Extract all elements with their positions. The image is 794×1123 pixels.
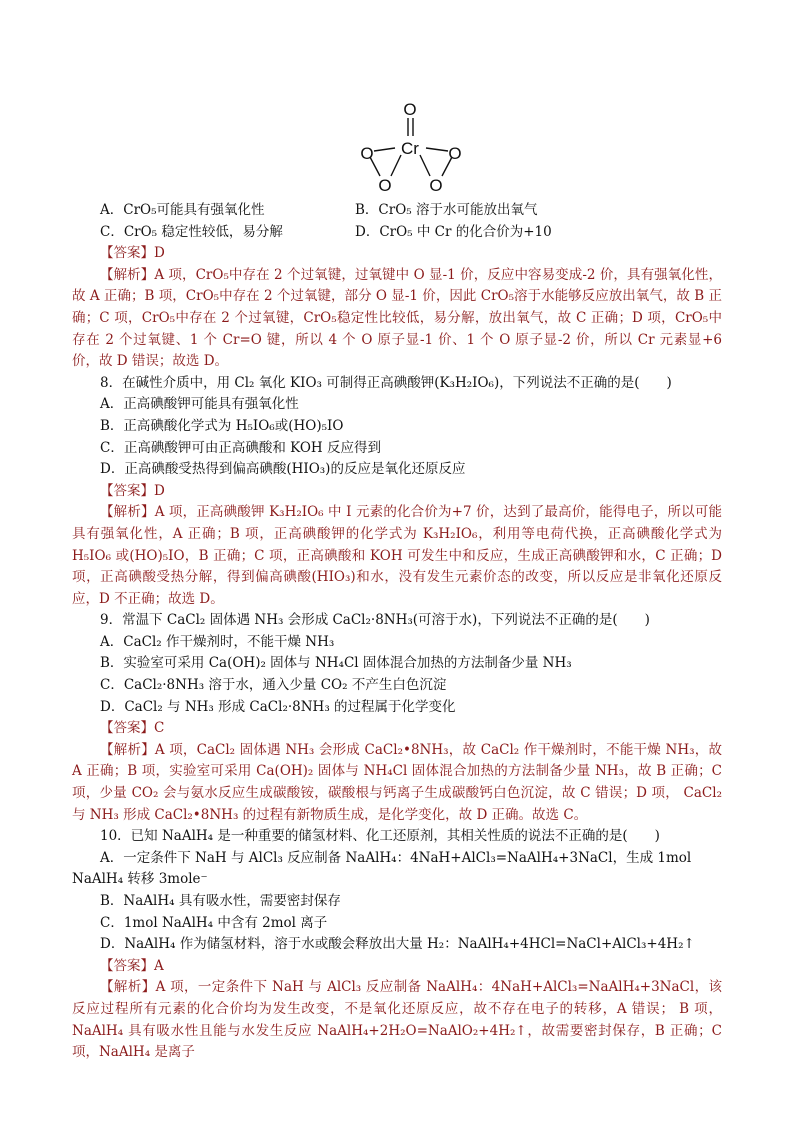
bond-cr-br — [420, 155, 430, 176]
q7-answer: 【答案】D — [100, 245, 165, 262]
q9-option-a: A．CaCl₂ 作干燥剂时，不能干燥 NH₃ — [100, 633, 335, 650]
document-body — [72, 200, 722, 1064]
q8-analysis: 【解析】A 项，正高碘酸钾 K₃H₂IO₆ 中 I 元素的化合价为+7 价，达到了最高价，能得电子，所以可能具有强氧化性，A 正确；B 项，正高碘酸钾的化学式为 K₃H₂IO₆，利用等电荷代换，正高碘酸化学式为 H₅IO₆ 或(HO)₅IO，B 正确；C 项，正高碘酸和 KOH 可发生中和反应，生成正高碘酸钾和水，C 正确；D 项，正高碘酸受热分解，得到偏高碘酸(HIO₃)和水，没有发生元素价态的改变，所以反应是非氧化还原反应，D 不正确；故选 D。 — [72, 504, 722, 607]
q10-answer: 【答案】A — [100, 957, 164, 974]
q8-option-d: D．正高碘酸受热得到偏高碘酸(HIO₃)的反应是氧化还原反应 — [100, 461, 466, 478]
q7-option-a: A．CrO₅可能具有强氧化性 — [100, 202, 265, 218]
q9-option-d: D．CaCl₂ 与 NH₃ 形成 CaCl₂·8NH₃ 的过程属于化学变化 — [100, 698, 456, 715]
atom-o-right: O — [448, 144, 462, 163]
q7-option-c: C．CrO₅ 稳定性较低，易分解 — [100, 223, 283, 240]
q8-option-c: C．正高碘酸钾可由正高碘酸和 KOH 反应得到 — [100, 439, 381, 456]
q9-analysis: 【解析】A 项，CaCl₂ 固体遇 NH₃ 会形成 CaCl₂•8NH₃，故 CaCl₂ 作干燥剂时，不能干燥 NH₃，故 A 正确；B 项，实验室可采用 Ca(OH)₂ 固体与 NH₄Cl 固体混合加热的方法制备少量 NH₃，故 B 正确；C 项，少量 CO₂ 会与氨水反应生成碳酸铵，碳酸根与钙离子生成碳酸钙白色沉淀，故 C 错误；D 项， CaCl₂ 与 NH₃ 形成 CaCl₂•8NH₃ 的过程有新物质生成，是化学变化，故 D 正确。故选 C。 — [72, 741, 722, 823]
q8-option-a: A．正高碘酸钾可能具有强氧化性 — [100, 396, 299, 413]
q9-answer: 【答案】C — [100, 720, 165, 737]
q9-stem: 9．常温下 CaCl₂ 固体遇 NH₃ 会形成 CaCl₂·8NH₃(可溶于水)，下列说法不正确的是( ) — [100, 612, 650, 629]
q10-option-c: C．1mol NaAlH₄ 中含有 2mol 离子 — [100, 914, 328, 931]
q8-answer: 【答案】D — [100, 482, 165, 499]
q9-option-b: B．实验室可采用 Ca(OH)₂ 固体与 NH₄Cl 固体混合加热的方法制备少量 NH₃ — [100, 655, 572, 672]
q7-analysis: 【解析】A 项，CrO₅中存在 2 个过氧键，过氧键中 O 显-1 价，反应中容易变成-2 价，具有强氧化性，故 A 正确；B 项，CrO₅中存在 2 个过氧键，部分 O 显-1 价，因此 CrO₅溶于水能够反应放出氧气，故 B 正确；C 项，CrO₅中存在 2 个过氧键，CrO₅稳定性比较低，易分解，放出氧气，故 C 正确；D 项，CrO₅中存在 2 个过氧键、1 个 Cr=O 键，所以 4 个 O 原子显-1 价、1 个 O 原子显-2 价，所以 Cr 元素显+6 价，故 D 错误；故选 D。 — [72, 266, 722, 370]
q10-option-d: D．NaAlH₄ 作为储氢材料，溶于水或酸会释放出大量 H₂：NaAlH₄+4HCl=NaCl+AlCl₃+4H₂↑ — [100, 936, 695, 953]
q7-option-d: D．CrO₅ 中 Cr 的化合价为+10 — [355, 223, 552, 240]
q10-option-b: B．NaAlH₄ 具有吸水性，需要密封保存 — [100, 893, 341, 909]
atom-o-top: O — [403, 100, 417, 119]
cro5-structure-diagram — [350, 98, 470, 198]
q7-option-b: B．CrO₅ 溶于水可能放出氧气 — [355, 202, 538, 218]
q10-option-a: A．一定条件下 NaH 与 AlCl₃ 反应制备 NaAlH₄：4NaH+AlCl₃=NaAlH₄+3NaCl，生成 1mol NaAlH₄ 转移 3mole⁻ — [72, 849, 692, 888]
atom-cr: Cr — [401, 139, 419, 158]
q9-option-c: C．CaCl₂·8NH₃ 溶于水，通入少量 CO₂ 不产生白色沉淀 — [100, 677, 447, 694]
bond-right — [426, 148, 448, 151]
atom-o-left: O — [360, 144, 374, 163]
q10-stem: 10．已知 NaAlH₄ 是一种重要的储氢材料、化工还原剂，其相关性质的说法不正确的是( ) — [100, 828, 660, 845]
bond-cr-bl — [391, 155, 401, 176]
atom-o-bottom-right: O — [429, 176, 443, 195]
bond-left — [374, 148, 395, 151]
q7-options-row-2 — [72, 222, 722, 244]
atom-o-bottom-left: O — [378, 176, 392, 195]
q7-options-row-1 — [72, 200, 722, 222]
q8-stem: 8．在碱性介质中，用 Cl₂ 氧化 KIO₃ 可制得正高碘酸钾(K₃H₂IO₆)，下列说法不正确的是( ) — [100, 374, 672, 391]
q10-analysis: 【解析】A 项，一定条件下 NaH 与 AlCl₃ 反应制备 NaAlH₄：4NaH+AlCl₃=NaAlH₄+3NaCl，该反应过程所有元素的化合价均为发生改变，不是氧化还原反应，故不存在电子的转移，A 错误； B 项，NaAlH₄ 具有吸水性且能与水发生反应 NaAlH₄+2H₂O=NaAlO₂+4H₂↑，故需要密封保存，B 正确；C 项，NaAlH₄ 是离子 — [72, 979, 722, 1061]
q8-option-b: B．正高碘酸化学式为 H₅IO₆或(HO)₅IO — [100, 417, 344, 434]
